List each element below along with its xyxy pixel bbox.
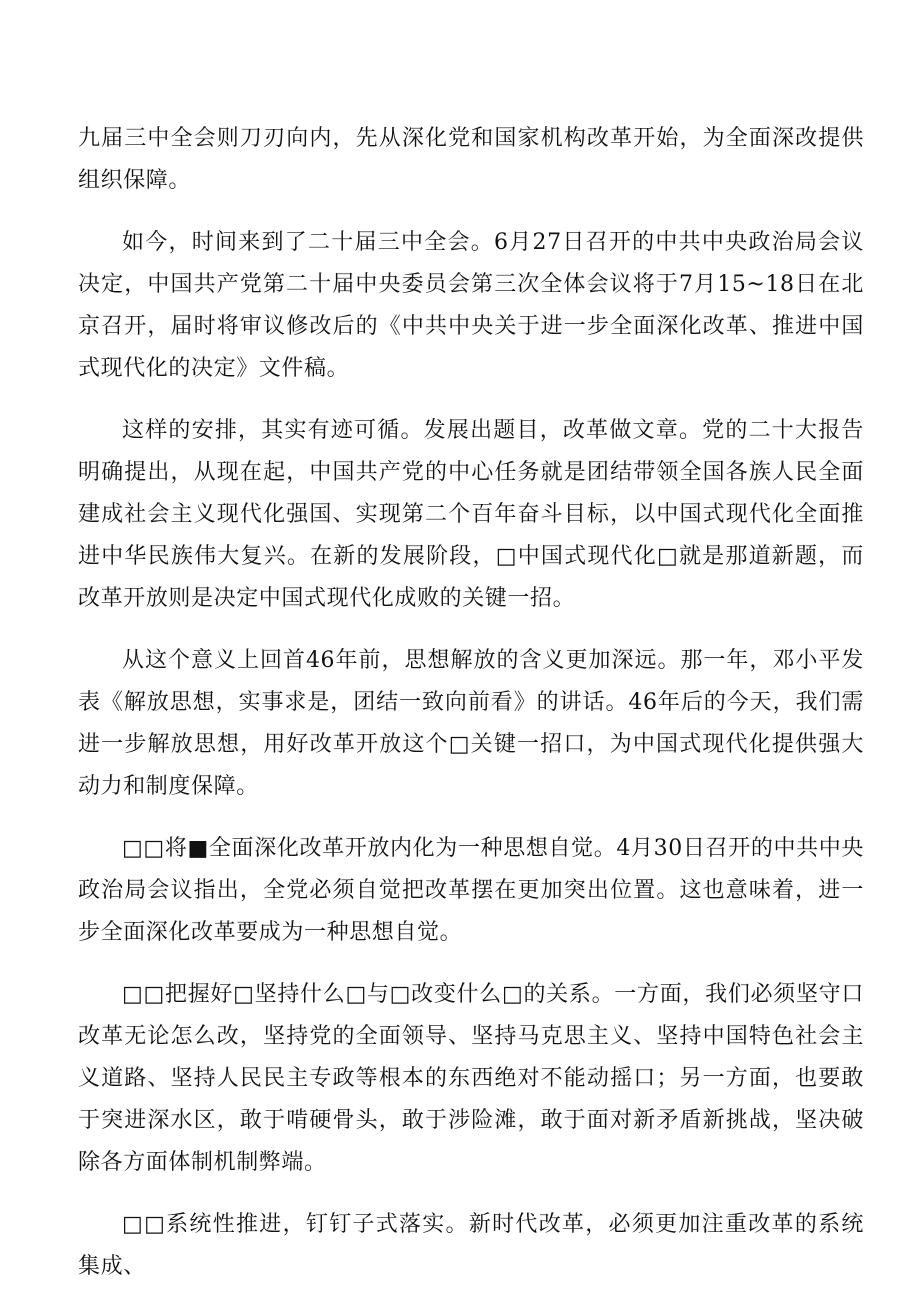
paragraph-central-task: 这样的安排，其实有迹可循。发展出题目，改革做文章。党的二十大报告明确提出，从现在起，中国共产党的中心任务就是团结带领全国各族人民全面建成社会主义现代化强国、实现第二个百年奋斗目标，以中国式现代化全面推进中华民族伟大复兴。在新的发展阶段，□中国式现代化□就是那道新题，而改革开放则是决定中国式现代化成败的关键一招。 [78, 418, 864, 611]
paragraph-continuation: 九届三中全会则刀刃向内，先从深化党和国家机构改革开始，为全面深改提供组织保障。 [78, 126, 864, 193]
paragraph-what-to-uphold: □□把握好□坚持什么□与□改变什么□的关系。一方面，我们必须坚守口改革无论怎么改，坚持党的全面领导、坚持马克思主义、坚持中国特色社会主义道路、坚持人民民主专政等根本的东西绝对不能动摇口；另一方面，也要敢于突进深水区，敢于啃硬骨头，敢于涉险滩，敢于面对新矛盾新挑战，坚决破除各方面体制机制弊端。 [78, 982, 864, 1175]
document-page [78, 118, 864, 1288]
paragraph-46-years-ago: 从这个意义上回首46年前，思想解放的含义更加深远。那一年，邓小平发表《解放思想，实事求是，团结一致向前看》的讲话。46年后的今天，我们需进一步解放思想，用好改革开放这个□关键一招口，为中国式现代化提供强大动力和制度保障。 [78, 648, 864, 799]
paragraph-ideological-awareness: □□将■全面深化改革开放内化为一种思想自觉。4月30日召开的中共中央政治局会议指出，全党必须自觉把改革摆在更加突出位置。这也意味着，进一步全面深化改革要成为一种思想自觉。 [78, 836, 864, 945]
paragraph-systematic-advance: □□系统性推进，钉钉子式落实。新时代改革，必须更加注重改革的系统集成、 [78, 1212, 864, 1279]
paragraph-third-plenum-announcement: 如今，时间来到了二十届三中全会。6月27日召开的中共中央政治局会议决定，中国共产党第二十届中央委员会第三次全体会议将于7月15~18日在北京召开，届时将审议修改后的《中共中央关于进一步全面深化改革、推进中国式现代化的决定》文件稿。 [78, 230, 864, 381]
